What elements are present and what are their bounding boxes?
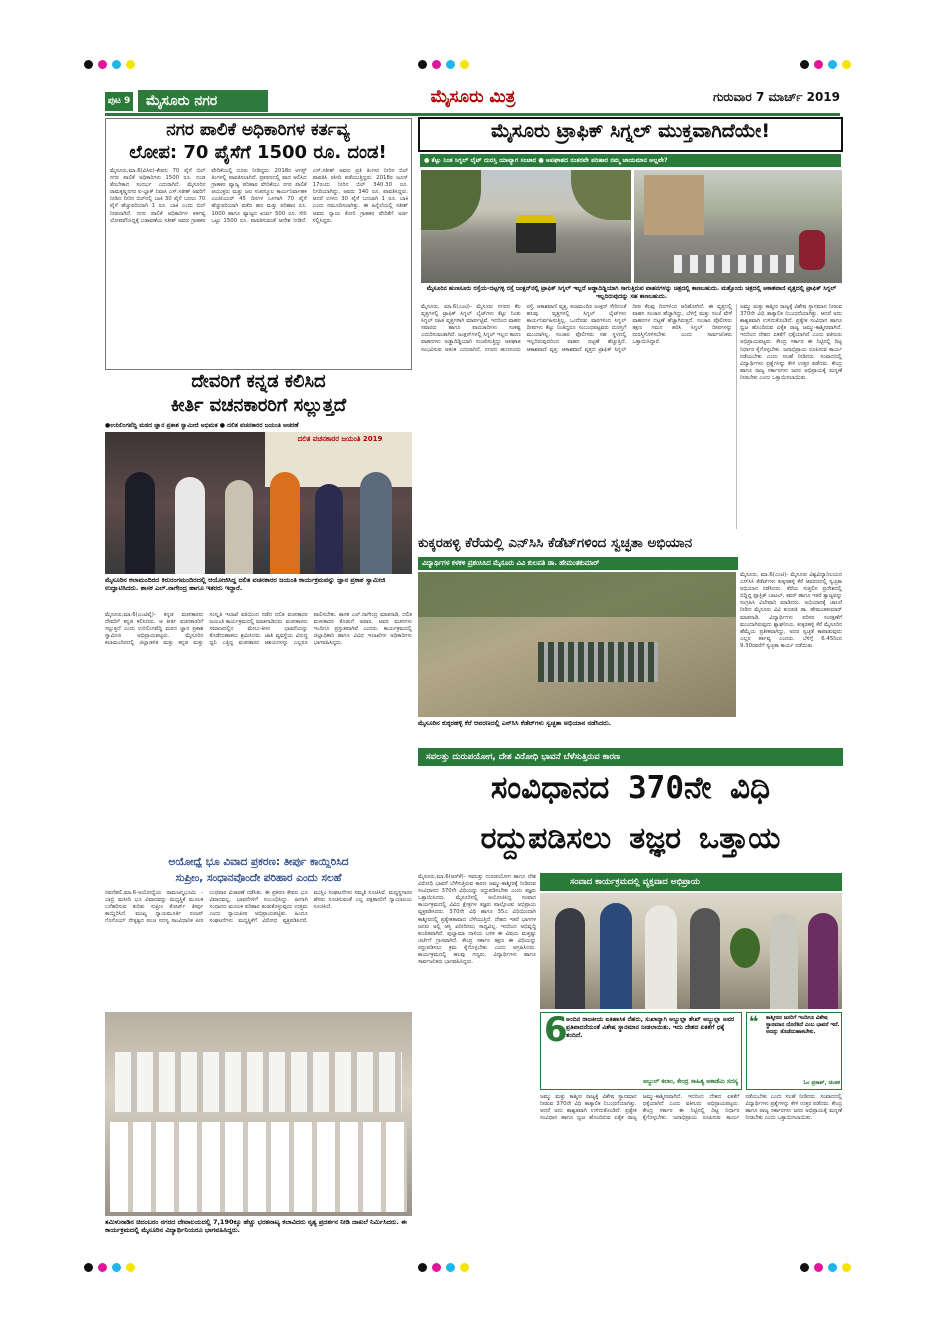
header-rule	[105, 113, 840, 116]
autorickshaw-shape	[516, 215, 556, 253]
tree-canopy	[418, 572, 736, 617]
reg-dot	[446, 60, 455, 69]
building-shape	[644, 175, 704, 235]
kukkarahalli-caption: ಮೈಸೂರಿನ ಕುಕ್ಕರಹಳ್ಳಿ ಕೆರೆ ಆವರಣದಲ್ಲಿ ಎನ್‌ಸಿಸಿ ಕೆಡೆಟ್‌ಗಳು ಸ್ವಚ್ಛತಾ ಅಭಿಯಾನ ನಡೆಸಿದರು.	[418, 719, 612, 727]
reg-dot	[842, 60, 851, 69]
group-photo	[105, 1012, 412, 1216]
reg-dot	[84, 1263, 93, 1272]
vachana-story-body: ಮೈಸೂರು,ಮಾ.6(ಎಂಟಿವೈ)- ಕನ್ನಡ ವಚನಕಾರರು ದೇವರಿಗೆ ಕನ್ನಡ ಕಲಿಸಿದರು. ಆ ಕೀರ್ತಿ ವಚನಕಾರರಿಗೆ ಸಲ್ಲುತ್ತದೆ ಎಂದು ಉರಿಲಿಂಗಪೆದ್ದಿ ಮಠದ ಜ್ಞಾನ ಪ್ರಕಾಶ ಸ್ವಾಮೀಜಿ ಅಭಿಪ್ರಾಯಪಟ್ಟರು. ಮೈಸೂರಿನ ಕಲಾಮಂದಿರದಲ್ಲಿ ಜಿಲ್ಲಾಡಳಿತ ಮತ್ತು ಕನ್ನಡ ಮತ್ತು ಸಂಸ್ಕೃತಿ ಇಲಾಖೆ ವತಿಯಿಂದ ನಡೆದ ದಲಿತ ವಚನಕಾರರ ಜಯಂತಿ ಕಾರ್ಯಕ್ರಮದಲ್ಲಿ ಮಾತನಾಡಿದರು. ವಚನಕಾರರು ಸಮಾಜದಲ್ಲಿನ ಮೇಲು-ಕೀಳು ಭಾವನೆಯನ್ನು ತೊಡೆದುಹಾಕಲು ಶ್ರಮಿಸಿದರು. ಜಾತಿ ವ್ಯವಸ್ಥೆಯ ವಿರುದ್ಧ ಧ್ವನಿ ಎತ್ತಿದ್ದ ವಚನಕಾರರ ಆಶಯಗಳನ್ನು ಎಲ್ಲರೂ ಪಾಲಿಸಬೇಕು. ಶಾಸಕ ಎಲ್.ನಾಗೇಂದ್ರ ಮಾತನಾಡಿ, ದಲಿತ ವಚನಕಾರರ ಕೊಡುಗೆ ಅಪಾರ. ಅವರ ವಚನಗಳು ಇಂದಿಗೂ ಪ್ರಸ್ತುತವಾಗಿವೆ ಎಂದರು. ಕಾರ್ಯಕ್ರಮದಲ್ಲಿ ಜಿಲ್ಲಾಧಿಕಾರಿ ಹಾಗೂ ವಿವಿಧ ಇಲಾಖೆಗಳ ಅಧಿಕಾರಿಗಳು ಭಾಗವಹಿಸಿದ್ದರು.	[105, 612, 412, 647]
reg-dot	[98, 1263, 107, 1272]
article370-kicker: ಸವಲತ್ತು ದುರುಪಯೋಗ, ದೇಶ ವಿರೋಧಿ ಭಾವನೆ ಬೆಳೆಸುತ್ತಿರುವ ಕಾರಣ	[418, 748, 843, 766]
kukkarahalli-headline: ಕುಕ್ಕರಹಳ್ಳಿ ಕೆರೆಯಲ್ಲಿ ಎನ್‌ಸಿಸಿ ಕೆಡೆಟ್‌ಗಳಿಂದ ಸ್ವಚ್ಛತಾ ಅಭಿಯಾನ	[418, 536, 693, 551]
article370-columns: ಜಮ್ಮು ಮತ್ತು ಕಾಶ್ಮೀರ ರಾಜ್ಯಕ್ಕೆ ವಿಶೇಷ ಸ್ಥಾನಮಾನ ನೀಡುವ 370ನೇ ವಿಧಿ ತಾತ್ಕಾಲಿಕ ನಿಬಂಧನೆಯಾಗಿತ್ತು. ಆದರೆ ಅದು ಶಾಶ್ವತವಾಗಿ ಉಳಿದುಕೊಂಡಿದೆ. ಪ್ರತ್ಯೇಕ ಸಂವಿಧಾನ ಹಾಗೂ ಧ್ವಜ ಹೊಂದಿರುವ ಏಕೈಕ ರಾಜ್ಯ ಜಮ್ಮು-ಕಾಶ್ಮೀರವಾಗಿದೆ. ಇದರಿಂದ ದೇಶದ ಏಕತೆಗೆ ಧಕ್ಕೆಯಾಗಿದೆ ಎಂದು ವಕೀಲರು ಅಭಿಪ್ರಾಯಪಟ್ಟರು. ಕೇಂದ್ರ ಸರ್ಕಾರ ಈ ನಿಟ್ಟಿನಲ್ಲಿ ದಿಟ್ಟ ನಿರ್ಧಾರ ಕೈಗೊಳ್ಳಬೇಕು. ಜನಾಭಿಪ್ರಾಯ ರೂಪಿಸುವ ಕಾರ್ಯ ನಡೆಯಬೇಕು ಎಂದು ಸಲಹೆ ನೀಡಿದರು. ಸಂವಾದದಲ್ಲಿ ವಿದ್ಯಾರ್ಥಿಗಳು ಪ್ರಶ್ನೆಗಳನ್ನು ಕೇಳಿ ಉತ್ತರ ಪಡೆದರು. ಕೇಂದ್ರ ಹಾಗೂ ರಾಜ್ಯ ಸರ್ಕಾರಗಳು ಜನರ ಅಭಿಪ್ರಾಯಕ್ಕೆ ಮನ್ನಣೆ ನೀಡಬೇಕು ಎಂದು ಒತ್ತಾಯಿಸಲಾಯಿತು.	[540, 1094, 842, 1122]
traffic-subhead: ● ಕೆಟ್ಟು ನಿಂತ ಸಿಗ್ನಲ್ ಲೈಟ್ ದುರಸ್ತಿ ಯಾವ್ಯಾಗ ಸಂಚಾರ ● ಅಪಘಾತದ ನಂತರವೇ ಪರಿಹಾರ ನಮ್ಮ ಜಾಯಮಾನ ಅಲ್ಲವೇ?	[420, 154, 841, 167]
fine-headline-line1: ನಗರ ಪಾಲಿಕೆ ಅಧಿಕಾರಿಗಳ ಕರ್ತವ್ಯ	[166, 120, 350, 140]
reg-dot	[432, 1263, 441, 1272]
reg-dot	[460, 60, 469, 69]
kukkarahalli-subhead: ವಿದ್ಯಾರ್ಥಿಗಳ ಕಳಕಳಿ ಪ್ರಶಂಸಿಸಿದ ಮೈಸೂರು ವಿವಿ ಕುಲಪತಿ ಡಾ. ಹೇಮಂತಕುಮಾರ್	[418, 557, 738, 570]
fine-headline-line2: ಲೋಪ: 70 ಪೈಸೆಗೆ 1500 ರೂ. ದಂಡ!	[129, 142, 387, 163]
reg-dot	[800, 60, 809, 69]
reg-dot	[126, 60, 135, 69]
reg-dot	[126, 1263, 135, 1272]
column-rule	[736, 304, 737, 529]
person-shape	[600, 903, 632, 1009]
traffic-story-body: ಮೈಸೂರು, ಮಾ.6(ಎಂಟಿ)- ಮೈಸೂರು ನಗರದ ಕೆಲ ವೃತ್ತಗಳಲ್ಲಿ ಟ್ರಾಫಿಕ್ ಸಿಗ್ನಲ್ ಲೈಟ್‌ಗಳು ಕೆಟ್ಟು ನಿಂತು ಸಿಗ್ನಲ್ ರಹಿತ ವೃತ್ತಗಳಾಗಿ ಮಾರ್ಪಟ್ಟಿವೆ. ಇದರಿಂದ ವಾಹನ ಸವಾರರು ಹಾಗೂ ಪಾದಚಾರಿಗಳು ಸಂಕಷ್ಟ ಎದುರಿಸುವಂತಾಗಿದೆ. ಜಂಕ್ಷನ್‌ಗಳಲ್ಲಿ ಸಿಗ್ನಲ್ ಇಲ್ಲದ ಕಾರಣ ವಾಹನಗಳು ಅಡ್ಡಾದಿಡ್ಡಿಯಾಗಿ ಸಂಚರಿಸುತ್ತಿದ್ದು ಅಪಘಾತ ಸಂಭವಿಸುವ ಆತಂಕ ಎದುರಾಗಿದೆ. ನಗರದ ಹುಣಸೂರು ರಸ್ತೆ, ಆಕಾಶವಾಣಿ ವೃತ್ತ, ಕಲಾಮಂದಿರ ಜಂಕ್ಷನ್ ಸೇರಿದಂತೆ ಹಲವು ವೃತ್ತಗಳಲ್ಲಿ ಸಿಗ್ನಲ್ ಲೈಟ್‌ಗಳು ಕಾರ್ಯನಿರ್ವಹಿಸುತ್ತಿಲ್ಲ. ಒಂದೆರಡು ವಾರಗಳಿಂದ ಸಿಗ್ನಲ್ ದೀಪಗಳು ಕೆಟ್ಟು ನಿಂತಿದ್ದರೂ ಸಂಬಂಧಪಟ್ಟವರು ದುರಸ್ತಿಗೆ ಮುಂದಾಗಿಲ್ಲ. ಸಂಚಾರ ಪೊಲೀಸರು ಸಹ ಸ್ಥಳದಲ್ಲಿ ಇಲ್ಲದಿರುವುದರಿಂದ ವಾಹನ ದಟ್ಟಣೆ ಹೆಚ್ಚುತ್ತಿದೆ. ಆಕಾಶವಾಣಿ ವೃತ್ತ: ಆಕಾಶವಾಣಿ ವೃತ್ತದ ಟ್ರಾಫಿಕ್ ಸಿಗ್ನಲ್ ದೀಪ ಕೆಲವು ದಿನಗಳಿಂದ ಆರಿಹೋಗಿದೆ. ಈ ವೃತ್ತದಲ್ಲಿ ವಾಹನ ಸಂಚಾರ ಹೆಚ್ಚಾಗಿದ್ದು, ಬೆಳಿಗ್ಗೆ ಮತ್ತು ಸಂಜೆ ವೇಳೆ ವಾಹನಗಳ ದಟ್ಟಣೆ ಹೆಚ್ಚಾಗಿರುತ್ತದೆ. ಸಂಚಾರ ಪೊಲೀಸರು ತಕ್ಷಣ ಗಮನ ಹರಿಸಿ ಸಿಗ್ನಲ್ ದೀಪಗಳನ್ನು ದುರಸ್ತಿಗೊಳಿಸಬೇಕು ಎಂದು ಸಾರ್ವಜನಿಕರು ಒತ್ತಾಯಿಸಿದ್ದಾರೆ.	[421, 304, 732, 353]
reg-dot	[842, 1263, 851, 1272]
person-shape	[175, 477, 205, 574]
reg-dot	[112, 60, 121, 69]
person-shape	[690, 908, 720, 1009]
quote-text: ಅಂದಿನ ರಾಜಕೀಯ ಐತಿಹಾಸಿಕ ನೆಹರು, ಸುಖಾನ್ಯಾಗಿ ಅಬ್ದುಲ್ಲಾ ಶೇಖ್ ಅಬ್ದುಲ್ಲಾ ಅವರ ಪ್ರತಿಪಾದನೆಯಂತೆ ವಿಶೇಷ ಸ್ಥಾನಮಾನ ನೀಡಲಾಯಿತು. ಇದು ದೇಶದ ಏಕತೆಗೆ ಧಕ್ಕೆ ತಂದಿದೆ.	[566, 1016, 735, 1039]
article370-body: ಮೈಸೂರು,ಮಾ.6(ಆರ್‌ಕೆ)- ಸವಲತ್ತು ದುರುಪಯೋಗ ಹಾಗೂ ದೇಶ ವಿರೋಧಿ ಭಾವನೆ ಬೆಳೆಸುತ್ತಿರುವ ಕಾರಣ ಜಮ್ಮು-ಕಾಶ್ಮೀರಕ್ಕೆ ನೀಡಿರುವ ಸಂವಿಧಾನದ 370ನೇ ವಿಧಿಯನ್ನು ರದ್ದುಪಡಿಸಬೇಕು ಎಂದು ತಜ್ಞರು ಒತ್ತಾಯಿಸಿದರು. ಮೈಸೂರಿನಲ್ಲಿ ಆಯೋಜಿಸಿದ್ದ ಸಂವಾದ ಕಾರ್ಯಕ್ರಮದಲ್ಲಿ ವಿವಿಧ ಕ್ಷೇತ್ರಗಳ ತಜ್ಞರು ಪಾಲ್ಗೊಂಡು ಅಭಿಪ್ರಾಯ ವ್ಯಕ್ತಪಡಿಸಿದರು. 370ನೇ ವಿಧಿ ಹಾಗೂ 35ಎ ವಿಧಿಯಿಂದಾಗಿ ಕಾಶ್ಮೀರದಲ್ಲಿ ಪ್ರತ್ಯೇಕತಾವಾದ ಬೆಳೆಯುತ್ತಿದೆ. ದೇಶದ ಇತರೆ ಭಾಗಗಳ ಜನರು ಅಲ್ಲಿ ಆಸ್ತಿ ಖರೀದಿಸಲು ಸಾಧ್ಯವಿಲ್ಲ. ಇದರಿಂದ ಅಭಿವೃದ್ಧಿ ಕುಂಠಿತವಾಗಿದೆ. ಪುಲ್ವಾಮಾ ದಾಳಿಯ ಬಳಿಕ ಈ ವಿಷಯ ಮತ್ತಷ್ಟು ಚರ್ಚೆಗೆ ಗ್ರಾಸವಾಗಿದೆ. ಕೇಂದ್ರ ಸರ್ಕಾರ ತಕ್ಷಣ ಈ ವಿಧಿಯನ್ನು ರದ್ದುಪಡಿಸಲು ಕ್ರಮ ಕೈಗೊಳ್ಳಬೇಕು ಎಂದು ಆಗ್ರಹಿಸಿದರು. ಕಾರ್ಯಕ್ರಮದಲ್ಲಿ ಹಲವು ಗಣ್ಯರು, ವಿದ್ಯಾರ್ಥಿಗಳು ಹಾಗೂ ಸಾರ್ವಜನಿಕರು ಭಾಗವಹಿಸಿದ್ದರು.	[418, 874, 536, 966]
traffic-story-continued: ಜಮ್ಮು ಮತ್ತು ಕಾಶ್ಮೀರ ರಾಜ್ಯಕ್ಕೆ ವಿಶೇಷ ಸ್ಥಾನಮಾನ ನೀಡುವ 370ನೇ ವಿಧಿ ತಾತ್ಕಾಲಿಕ ನಿಬಂಧನೆಯಾಗಿತ್ತು. ಆದರೆ ಅದು ಶಾಶ್ವತವಾಗಿ ಉಳಿದುಕೊಂಡಿದೆ. ಪ್ರತ್ಯೇಕ ಸಂವಿಧಾನ ಹಾಗೂ ಧ್ವಜ ಹೊಂದಿರುವ ಏಕೈಕ ರಾಜ್ಯ ಜಮ್ಮು-ಕಾಶ್ಮೀರವಾಗಿದೆ. ಇದರಿಂದ ದೇಶದ ಏಕತೆಗೆ ಧಕ್ಕೆಯಾಗಿದೆ ಎಂದು ವಕೀಲರು ಅಭಿಪ್ರಾಯಪಟ್ಟರು. ಕೇಂದ್ರ ಸರ್ಕಾರ ಈ ನಿಟ್ಟಿನಲ್ಲಿ ದಿಟ್ಟ ನಿರ್ಧಾರ ಕೈಗೊಳ್ಳಬೇಕು. ಜನಾಭಿಪ್ರಾಯ ರೂಪಿಸುವ ಕಾರ್ಯ ನಡೆಯಬೇಕು ಎಂದು ಸಲಹೆ ನೀಡಿದರು. ಸಂವಾದದಲ್ಲಿ ವಿದ್ಯಾರ್ಥಿಗಳು ಪ್ರಶ್ನೆಗಳನ್ನು ಕೇಳಿ ಉತ್ತರ ಪಡೆದರು. ಕೇಂದ್ರ ಹಾಗೂ ರಾಜ್ಯ ಸರ್ಕಾರಗಳು ಜನರ ಅಭಿಪ್ರಾಯಕ್ಕೆ ಮನ್ನಣೆ ನೀಡಬೇಕು ಎಂದು ಒತ್ತಾಯಿಸಲಾಯಿತು.	[740, 304, 842, 381]
traffic-photo-right	[634, 170, 842, 283]
cadet-group	[538, 642, 658, 682]
kukkarahalli-body: ಮೈಸೂರು, ಮಾ.6(ಎಂಟಿ)- ಮೈಸೂರು ವಿಶ್ವವಿದ್ಯಾನಿಲಯದ ಎನ್‌ಸಿಸಿ ಕೆಡೆಟ್‌ಗಳು ಕುಕ್ಕರಹಳ್ಳಿ ಕೆರೆ ಆವರಣದಲ್ಲಿ ಸ್ವಚ್ಛತಾ ಅಭಿಯಾನ ನಡೆಸಿದರು. ಕೆರೆಯ ಸುತ್ತಲಿನ ಪ್ರದೇಶದಲ್ಲಿ ಬಿದ್ದಿದ್ದ ಪ್ಲಾಸ್ಟಿಕ್ ಬಾಟಲ್, ಕವರ್ ಹಾಗೂ ಇತರೆ ತ್ಯಾಜ್ಯವನ್ನು ಸಂಗ್ರಹಿಸಿ ವಿಲೇವಾರಿ ಮಾಡಿದರು. ಅಭಿಯಾನಕ್ಕೆ ಚಾಲನೆ ನೀಡಿದ ಮೈಸೂರು ವಿವಿ ಕುಲಪತಿ ಡಾ. ಹೇಮಂತಕುಮಾರ್ ಮಾತನಾಡಿ, ವಿದ್ಯಾರ್ಥಿಗಳು ಪರಿಸರ ಸಂರಕ್ಷಣೆಗೆ ಮುಂದಾಗಿರುವುದು ಶ್ಲಾಘನೀಯ. ಕುಕ್ಕರಹಳ್ಳಿ ಕೆರೆ ಮೈಸೂರಿನ ಹೆಮ್ಮೆಯ ಪ್ರತೀಕವಾಗಿದ್ದು, ಅದರ ಸ್ವಚ್ಛತೆ ಕಾಪಾಡುವುದು ಎಲ್ಲರ ಕರ್ತವ್ಯ ಎಂದರು. ಬೆಳಿಗ್ಗೆ 6.45ರಿಂದ 9.30ರವರೆಗೆ ಸ್ವಚ್ಛತಾ ಕಾರ್ಯ ನಡೆಯಿತು.	[740, 572, 842, 649]
reg-dot	[828, 60, 837, 69]
traffic-headline: ಮೈಸೂರು ಟ್ರಾಫಿಕ್ ಸಿಗ್ನಲ್ ಮುಕ್ತವಾಗಿದೆಯೇ!	[490, 120, 771, 142]
reg-dot	[418, 60, 427, 69]
page-number: ಪುಟ 9	[105, 92, 133, 111]
quote-author: ಅಬ್ದುಲ್ ಕಲಾಂ, ಕೇಂದ್ರ ಸಾಹಿತ್ಯ ಅಕಾಡೆಮಿ ಸದಸ್ಯ	[643, 1078, 738, 1085]
quote2-text: ಕಾಶ್ಮೀರದ ಜನರಿಗೆ ಇಂದಿಗೂ ವಿಶೇಷ ಸ್ಥಾನಮಾನ ದೊರೆತಿದೆ ಎಂಬ ಭಾವನೆ ಇದೆ. ಅದನ್ನು ತೊಡೆದುಹಾಕಬೇಕು.	[766, 1015, 840, 1035]
zebra-crossing	[674, 255, 794, 273]
person-shape	[808, 913, 838, 1009]
vachana-photo-caption: ಮೈಸೂರಿನ ಕಲಾಮಂದಿರದ ಕಿರುರಂಗಮಂದಿರದಲ್ಲಿ ಆಯೋಜಿಸಿದ್ದ ದಲಿತ ವಚನಕಾರರ ಜಯಂತಿ ಕಾರ್ಯಕ್ರಮವನ್ನು ಜ್ಞಾನ ಪ್ರಕಾಶ ಸ್ವಾಮೀಜಿ ಉದ್ಘಾಟಿಸಿದರು. ಶಾಸಕ ಎಲ್.ನಾಗೇಂದ್ರ ಹಾಗೂ ಇತರರು ಇದ್ದಾರೆ.	[105, 576, 386, 592]
ayodhya-headline-line1: ಅಯೋಧ್ಯೆ ಭೂ ವಿವಾದ ಪ್ರಕರಣ: ತೀರ್ಪು ಕಾಯ್ದಿರಿಸಿದ	[168, 856, 349, 868]
person-shape	[770, 913, 798, 1009]
person-shape	[315, 484, 343, 574]
tree-shape	[571, 170, 631, 220]
vachana-headline-line1: ದೇವರಿಗೆ ಕನ್ನಡ ಕಲಿಸಿದ	[191, 371, 326, 392]
person-shape	[645, 905, 677, 1009]
vachana-photo	[105, 432, 412, 574]
ayodhya-body: ನವದೆಹಲಿ,ಮಾ.6-ಅಯೋಧ್ಯೆಯ ರಾಮಜನ್ಮಭೂಮಿ - ಬಾಬ್ರಿ ಮಸೀದಿ ಭೂ ವಿವಾದವನ್ನು ಮಧ್ಯಸ್ಥಿಕೆ ಮೂಲಕ ಬಗೆಹರಿಸುವ ಕುರಿತು ಸುಪ್ರೀಂ ಕೋರ್ಟ್ ತೀರ್ಪು ಕಾಯ್ದಿರಿಸಿದೆ. ಮುಖ್ಯ ನ್ಯಾಯಮೂರ್ತಿ ರಂಜನ್ ಗೊಗೊಯ್ ನೇತೃತ್ವದ ಪಂಚ ಸದಸ್ಯ ಸಾಂವಿಧಾನಿಕ ಪೀಠ ಬುಧವಾರ ವಿಚಾರಣೆ ನಡೆಸಿತು. ಈ ಪ್ರಕರಣ ಕೇವಲ ಭೂ ವಿವಾದವಲ್ಲ, ಭಾವನೆಗಳಿಗೆ ಸಂಬಂಧಿಸಿದ್ದು. ಹೀಗಾಗಿ ಸಂಧಾನದ ಮೂಲಕ ಪರಿಹಾರ ಕಂಡುಕೊಳ್ಳುವುದು ಉತ್ತಮ ಎಂದು ನ್ಯಾಯಪೀಠ ಅಭಿಪ್ರಾಯಪಟ್ಟಿತು. ಹಿಂದೂ ಸಂಘಟನೆಗಳು ಮಧ್ಯಸ್ಥಿಕೆಗೆ ವಿರೋಧ ವ್ಯಕ್ತಪಡಿಸಿದರೆ, ಮುಸ್ಲಿಂ ಸಂಘಟನೆಗಳು ಸಮ್ಮತಿ ಸೂಚಿಸಿವೆ. ಮಧ್ಯಸ್ಥಗಾರರ ಹೆಸರು ಸೂಚಿಸುವಂತೆ ಎಲ್ಲ ಪಕ್ಷಕಾರರಿಗೆ ನ್ಯಾಯಾಲಯ ಸೂಚಿಸಿದೆ.	[105, 890, 412, 925]
reg-dot	[418, 1263, 427, 1272]
person-shape	[270, 472, 300, 574]
ayodhya-headline-line2: ಸುಪ್ರೀಂ, ಸಂಧಾನವೊಂದೇ ಪರಿಹಾರ ಎಂದು ಸಲಹೆ	[175, 872, 342, 884]
section-title: ಮೈಸೂರು ನಗರ	[138, 90, 268, 112]
person-shape	[225, 480, 253, 574]
photo-banner-text: ದಲಿತ ವಚನಕಾರರ ಜಯಂತಿ 2019	[297, 435, 383, 443]
group-back-row	[115, 1052, 402, 1112]
article370-photo	[540, 893, 842, 1009]
reg-dot	[800, 1263, 809, 1272]
article370-headline-line2: ರದ್ದುಪಡಿಸಲು ತಜ್ಞರ ಒತ್ತಾಯ	[480, 821, 781, 856]
reg-dot	[814, 60, 823, 69]
reg-dot	[814, 1263, 823, 1272]
reg-dot	[446, 1263, 455, 1272]
group-photo-caption: ತಮಿಳುನಾಡಿನ ಚಿದಂಬರಂ ನಗರದ ದೇವಾಲಯದಲ್ಲಿ 7,190ಕ್ಕೂ ಹೆಚ್ಚು ಭರತನಾಟ್ಯ ಕಲಾವಿದರು ನೃತ್ಯ ಪ್ರದರ್ಶನ ನೀಡಿ ದಾಖಲೆ ನಿರ್ಮಿಸಿದರು. ಈ ಕಾರ್ಯಕ್ರಮದಲ್ಲಿ ಮೈಸೂರಿನ ವಿದ್ಯಾರ್ಥಿನಿಯರೂ ಭಾಗವಹಿಸಿದ್ದರು.	[105, 1218, 407, 1234]
scooter-shape	[799, 230, 825, 270]
reg-dot	[460, 1263, 469, 1272]
person-shape	[555, 908, 585, 1009]
traffic-photo-left	[421, 170, 631, 283]
group-front-row	[110, 1122, 407, 1212]
reg-dot	[84, 60, 93, 69]
quote2-mark-icon: ❝	[749, 1012, 759, 1031]
reg-dot	[432, 60, 441, 69]
reg-dot	[828, 1263, 837, 1272]
vachana-subhead: ●ಉರಿಲಿಂಗಪೆದ್ದಿ ಮಠದ ಜ್ಞಾನ ಪ್ರಕಾಶ ಸ್ವಾಮೀಜಿ ಅಭಿಮತ ● ದಲಿತ ವಚನಕಾರರ ಜಯಂತಿ ಆಚರಣೆ	[105, 422, 299, 429]
kukkarahalli-photo	[418, 572, 736, 717]
issue-date: ಗುರುವಾರ 7 ಮಾರ್ಚ್ 2019	[713, 90, 840, 104]
person-shape	[125, 472, 155, 574]
article370-headline-line1: ಸಂವಿಧಾನದ 370ನೇ ವಿಧಿ	[490, 770, 771, 806]
traffic-photo-caption: ಮೈಸೂರಿನ ಹುಣಸೂರು ರಸ್ತೆಯ-ದಟ್ಟಗಳ್ಳಿ ರಸ್ತೆ ಜಂಕ್ಷನ್‌ನಲ್ಲಿ ಟ್ರಾಫಿಕ್ ಸಿಗ್ನಲ್ ಇಲ್ಲದೆ ಅಡ್ಡಾದಿಡ್ಡಿಯಾಗಿ ಸಾಗುತ್ತಿರುವ ವಾಹನಗಳನ್ನು ಚಿತ್ರದಲ್ಲಿ ಕಾಣಬಹುದು. ಮತ್ತೊಂದು ಚಿತ್ರದಲ್ಲಿ ಆಕಾಶವಾಣಿ ವೃತ್ತದಲ್ಲಿ ಟ್ರಾಫಿಕ್ ಸಿಗ್ನಲ್ ಇಲ್ಲದಿರುವುದನ್ನು ಸಹ ಕಾಣಬಹುದು.	[426, 285, 837, 300]
fine-story-body: ಮೈಸೂರು,ಮಾ.6(ವಿಸಿಐ)-ಕೇವಲ 70 ಪೈಸೆ ಬಿಲ್ ನಗರ ಪಾಲಿಕೆ ಅಧಿಕಾರಿಗಳು 1500 ರೂ. ದಂಡ ತೆರಬೇಕಾದ ಸಂದರ್ಭ ಎದುರಾಗಿದೆ. ಮೈಸೂರಿನ ರಾಮಕೃಷ್ಣನಗರ ಐ-ಬ್ಲಾಕ್ ನಿವಾಸಿ ಎಸ್.ಸತೀಶ್ ಅವರಿಗೆ ನೀಡಿದ ನೀರಿನ ಬಿಲ್‌ನಲ್ಲಿ ಬಾಕಿ 30 ಪೈಸೆ ಬದಲು 70 ಪೈಸೆ ಹೆಚ್ಚುವರಿಯಾಗಿ 1 ರೂ. ಬಾಕಿ ಎಂದು ಬಿಲ್ ನೀಡಲಾಗಿದೆ. ನಗರ ಪಾಲಿಕೆ ಅಧಿಕಾರಿಗಳ ಕರ್ತವ್ಯ ಲೋಪವೆನಿಸಿದ್ದಕ್ಕೆ ಬಡಾವಣೆಯ ಸತೀಶ್ ಅವರು ಗ್ರಾಹಕರ ವೇದಿಕೆಯಲ್ಲಿ ದೂರು ನೀಡಿದ್ದರು. 2018ರ ಆಗಸ್ಟ್ ತಿಂಗಳಲ್ಲಿ ಪಾವತಿಸಲಾಗಿದೆ. ಪ್ರಕರಣದಲ್ಲಿ ವಾದ ಆಲಿಸಿದ ಗ್ರಾಹಕರ ವ್ಯಾಜ್ಯ ಪರಿಹಾರ ವೇದಿಕೆಯು ನಗರ ಪಾಲಿಕೆ ಆಯುಕ್ತರು ಮತ್ತು ಜಲ ಸಂಪನ್ಮೂಲ ಕಾರ್ಯನಿರ್ವಾಹಕ ಎಂಜಿನಿಯರ್ 45 ದಿನಗಳ ಒಳಗಾಗಿ 70 ಪೈಸೆ ಹೆಚ್ಚುವರಿಯಾಗಿ ಪಡೆದ ಹಣ ಮತ್ತು ಪರಿಹಾರ ರೂ. 1000 ಹಾಗೂ ವ್ಯಾಜ್ಯದ ಖರ್ಚು 500 ರೂ. ಸೇರಿ ಒಟ್ಟು 1500 ರೂ. ಪಾವತಿಸುವಂತೆ ಆದೇಶ ನೀಡಿದೆ. ಎಸ್.ಸತೀಶ್ ಅವರು ಪ್ರತಿ ತಿಂಗಳು ನೀರಿನ ಬಿಲ್ ಪಾವತಿಸಿ ರಸೀದಿ ಪಡೆಯುತ್ತಿದ್ದರು. 2018ರ ಜೂನ್ 17ರಂದು ನೀರಿನ ಬಿಲ್ 340.30 ರೂ. ನಿಗದಿಯಾಗಿದ್ದು, ಅವರು 340 ರೂ. ಪಾವತಿಸಿದ್ದರು. ಆದರೆ ಉಳಿದ 30 ಪೈಸೆ ಬದಲಾಗಿ 1 ರೂ. ಬಾಕಿ ಎಂದು ನಮೂದಿಸಲಾಗಿತ್ತು. ಈ ಹಿನ್ನೆಲೆಯಲ್ಲಿ ಸತೀಶ್ ಅವರು ನ್ಯಾಯ ಕೋರಿ ಗ್ರಾಹಕರ ವೇದಿಕೆಗೆ ಅರ್ಜಿ ಸಲ್ಲಿಸಿದ್ದರು.	[110, 168, 408, 224]
masthead-logo: ಮೈಸೂರು ಮಿತ್ರ	[430, 87, 516, 107]
plant-shape	[730, 928, 760, 968]
quote2-author: ಓಂ ಪ್ರಕಾಶ್, ಚಿಂತಕ	[803, 1080, 840, 1086]
article370-photo-banner: ಸಂವಾದ ಕಾರ್ಯಕ್ರಮದಲ್ಲಿ ವ್ಯಕ್ತವಾದ ಅಭಿಪ್ರಾಯ	[540, 873, 842, 891]
person-shape	[360, 472, 392, 574]
quote-mark-icon: 6	[544, 1010, 568, 1050]
vachana-headline-line2: ಕೀರ್ತಿ ವಚನಕಾರರಿಗೆ ಸಲ್ಲುತ್ತದೆ	[170, 395, 347, 416]
reg-dot	[112, 1263, 121, 1272]
tree-shape	[421, 170, 481, 230]
reg-dot	[98, 60, 107, 69]
